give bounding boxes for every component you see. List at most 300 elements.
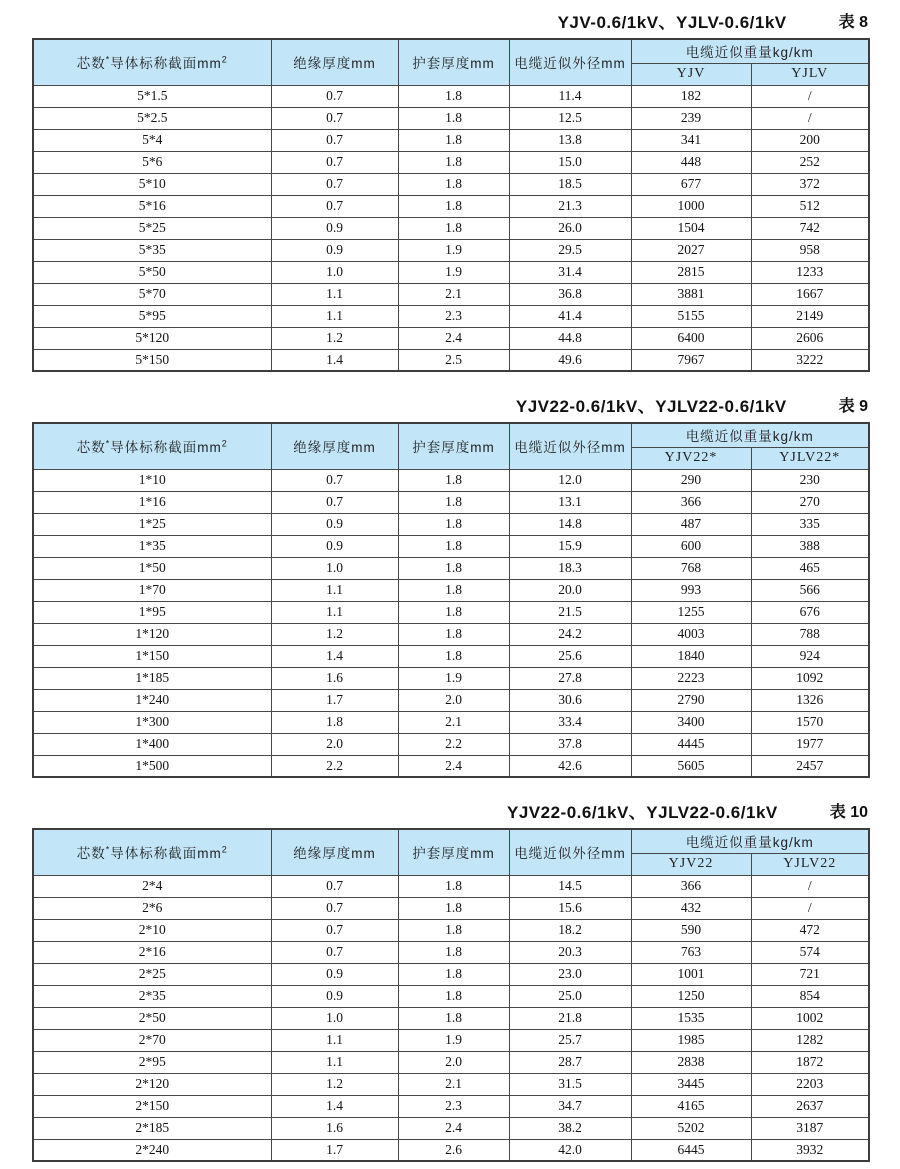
cell-sheath-thickness: 1.8 — [398, 875, 509, 897]
cell-core-spec: 5*10 — [33, 173, 271, 195]
core-header-main: 导体标称截面mm — [110, 56, 222, 72]
cell-insulation-thickness: 0.9 — [271, 239, 398, 261]
cell-outer-diameter: 31.4 — [509, 261, 631, 283]
cell-insulation-thickness: 1.0 — [271, 261, 398, 283]
cell-sheath-thickness: 1.8 — [398, 535, 509, 557]
cell-core-spec: 1*50 — [33, 557, 271, 579]
cell-sheath-thickness: 1.8 — [398, 195, 509, 217]
cell-outer-diameter: 26.0 — [509, 217, 631, 239]
table-header — [33, 39, 869, 85]
cell-weight-1: 290 — [631, 469, 751, 491]
cell-weight-2: 788 — [751, 623, 869, 645]
cell-insulation-thickness: 0.7 — [271, 897, 398, 919]
cell-outer-diameter: 38.2 — [509, 1117, 631, 1139]
cell-weight-1: 4445 — [631, 733, 751, 755]
cell-outer-diameter: 34.7 — [509, 1095, 631, 1117]
table-row — [33, 1117, 869, 1139]
col-header-core-spec — [33, 829, 271, 875]
cell-insulation-thickness: 0.7 — [271, 173, 398, 195]
cell-outer-diameter: 14.8 — [509, 513, 631, 535]
section-title — [32, 8, 868, 32]
cell-sheath-thickness: 1.8 — [398, 491, 509, 513]
cell-core-spec: 1*25 — [33, 513, 271, 535]
cell-insulation-thickness: 1.1 — [271, 305, 398, 327]
table-body — [33, 875, 869, 1161]
cell-weight-2: 1282 — [751, 1029, 869, 1051]
cell-weight-1: 768 — [631, 557, 751, 579]
cell-weight-2: 2457 — [751, 755, 869, 777]
cell-outer-diameter: 28.7 — [509, 1051, 631, 1073]
cell-sheath-thickness: 2.1 — [398, 711, 509, 733]
cell-weight-1: 1250 — [631, 985, 751, 1007]
cell-core-spec: 2*35 — [33, 985, 271, 1007]
table-row — [33, 129, 869, 151]
cell-core-spec: 2*150 — [33, 1095, 271, 1117]
cell-core-spec: 2*25 — [33, 963, 271, 985]
cell-sheath-thickness: 2.0 — [398, 1051, 509, 1073]
cell-weight-1: 600 — [631, 535, 751, 557]
section-table-8 — [32, 8, 868, 372]
cell-weight-1: 6445 — [631, 1139, 751, 1161]
cell-sheath-thickness: 2.4 — [398, 1117, 509, 1139]
table-row — [33, 623, 869, 645]
cell-core-spec: 1*95 — [33, 601, 271, 623]
cell-sheath-thickness: 1.8 — [398, 129, 509, 151]
table-number: 表 8 — [838, 13, 868, 31]
cell-core-spec: 5*16 — [33, 195, 271, 217]
table-row — [33, 755, 869, 777]
cell-outer-diameter: 18.3 — [509, 557, 631, 579]
cell-core-spec: 5*4 — [33, 129, 271, 151]
table-row — [33, 733, 869, 755]
cell-outer-diameter: 20.3 — [509, 941, 631, 963]
table-row — [33, 195, 869, 217]
cell-weight-2: 200 — [751, 129, 869, 151]
cell-sheath-thickness: 1.8 — [398, 601, 509, 623]
cell-outer-diameter: 20.0 — [509, 579, 631, 601]
table-row — [33, 217, 869, 239]
cell-insulation-thickness: 0.7 — [271, 151, 398, 173]
cell-weight-2: 2203 — [751, 1073, 869, 1095]
cell-weight-2: 252 — [751, 151, 869, 173]
cell-insulation-thickness: 0.7 — [271, 129, 398, 151]
table-row — [33, 283, 869, 305]
cell-weight-1: 182 — [631, 85, 751, 107]
col-header-weight-yjlv22: YJLV22 — [751, 853, 869, 875]
cell-outer-diameter: 21.5 — [509, 601, 631, 623]
cell-core-spec: 2*120 — [33, 1073, 271, 1095]
cell-weight-1: 2223 — [631, 667, 751, 689]
cell-sheath-thickness: 1.8 — [398, 513, 509, 535]
table-row — [33, 469, 869, 491]
cell-weight-2: / — [751, 85, 869, 107]
cell-weight-2: 2606 — [751, 327, 869, 349]
table-row — [33, 601, 869, 623]
cell-core-spec: 2*50 — [33, 1007, 271, 1029]
cell-weight-2: 958 — [751, 239, 869, 261]
cell-insulation-thickness: 0.9 — [271, 217, 398, 239]
cell-weight-2: / — [751, 875, 869, 897]
table-row — [33, 349, 869, 371]
cell-core-spec: 5*25 — [33, 217, 271, 239]
cell-core-spec: 5*2.5 — [33, 107, 271, 129]
cell-insulation-thickness: 1.6 — [271, 1117, 398, 1139]
col-header-weight-yjv22: YJV22 — [631, 853, 751, 875]
cell-insulation-thickness: 1.1 — [271, 579, 398, 601]
table-row — [33, 1051, 869, 1073]
cell-sheath-thickness: 1.8 — [398, 469, 509, 491]
cell-sheath-thickness: 1.8 — [398, 919, 509, 941]
cell-sheath-thickness: 1.9 — [398, 261, 509, 283]
cell-outer-diameter: 18.2 — [509, 919, 631, 941]
cell-weight-2: 1092 — [751, 667, 869, 689]
cell-weight-1: 366 — [631, 875, 751, 897]
cell-weight-1: 5605 — [631, 755, 751, 777]
col-header-weight-yjv22: YJV22* — [631, 447, 751, 469]
cell-sheath-thickness: 2.4 — [398, 755, 509, 777]
cell-outer-diameter: 23.0 — [509, 963, 631, 985]
table-row — [33, 239, 869, 261]
table-row — [33, 491, 869, 513]
cell-outer-diameter: 15.6 — [509, 897, 631, 919]
cell-insulation-thickness: 0.9 — [271, 513, 398, 535]
table-header — [33, 423, 869, 469]
cell-weight-1: 2838 — [631, 1051, 751, 1073]
cell-weight-2: 1667 — [751, 283, 869, 305]
table-row — [33, 1029, 869, 1051]
cell-core-spec: 1*120 — [33, 623, 271, 645]
col-header-weight-group: 电缆近似重量kg/km — [631, 423, 869, 447]
cell-sheath-thickness: 1.8 — [398, 985, 509, 1007]
cell-weight-1: 3881 — [631, 283, 751, 305]
cell-insulation-thickness: 1.4 — [271, 349, 398, 371]
core-header-sup: 2 — [221, 54, 228, 65]
cell-core-spec: 1*185 — [33, 667, 271, 689]
cell-weight-1: 448 — [631, 151, 751, 173]
cell-outer-diameter: 30.6 — [509, 689, 631, 711]
cell-outer-diameter: 14.5 — [509, 875, 631, 897]
cell-weight-2: 230 — [751, 469, 869, 491]
cell-outer-diameter: 21.8 — [509, 1007, 631, 1029]
cell-core-spec: 5*150 — [33, 349, 271, 371]
cell-core-spec: 5*95 — [33, 305, 271, 327]
cell-sheath-thickness: 1.8 — [398, 623, 509, 645]
cell-outer-diameter: 12.0 — [509, 469, 631, 491]
col-header-weight-group: 电缆近似重量kg/km — [631, 39, 869, 63]
cell-outer-diameter: 42.0 — [509, 1139, 631, 1161]
table-row — [33, 305, 869, 327]
cell-weight-2: 335 — [751, 513, 869, 535]
cell-weight-1: 366 — [631, 491, 751, 513]
cell-outer-diameter: 41.4 — [509, 305, 631, 327]
cell-insulation-thickness: 1.1 — [271, 283, 398, 305]
cell-weight-2: 512 — [751, 195, 869, 217]
core-header-prefix: 芯数 — [76, 56, 106, 72]
core-header-main: 导体标称截面mm — [110, 846, 222, 862]
core-header-prefix: 芯数 — [76, 440, 106, 456]
table-row — [33, 875, 869, 897]
table-row — [33, 107, 869, 129]
cell-insulation-thickness: 0.9 — [271, 985, 398, 1007]
cell-sheath-thickness: 2.0 — [398, 689, 509, 711]
table-row — [33, 985, 869, 1007]
table-row — [33, 557, 869, 579]
cell-insulation-thickness: 1.1 — [271, 601, 398, 623]
table-title: YJV22-0.6/1kV、YJLV22-0.6/1kV — [507, 802, 778, 822]
cell-core-spec: 5*35 — [33, 239, 271, 261]
cell-core-spec: 1*70 — [33, 579, 271, 601]
col-header-weight-group: 电缆近似重量kg/km — [631, 829, 869, 853]
table-row — [33, 261, 869, 283]
cell-insulation-thickness: 0.7 — [271, 469, 398, 491]
table-row — [33, 513, 869, 535]
core-header-main: 导体标称截面mm — [110, 440, 222, 456]
cell-outer-diameter: 12.5 — [509, 107, 631, 129]
cell-outer-diameter: 25.0 — [509, 985, 631, 1007]
cell-weight-1: 2790 — [631, 689, 751, 711]
cell-sheath-thickness: 1.8 — [398, 107, 509, 129]
cell-insulation-thickness: 0.7 — [271, 195, 398, 217]
cell-core-spec: 2*185 — [33, 1117, 271, 1139]
cell-weight-1: 1535 — [631, 1007, 751, 1029]
cell-weight-1: 4165 — [631, 1095, 751, 1117]
cell-insulation-thickness: 0.7 — [271, 919, 398, 941]
cell-weight-1: 1001 — [631, 963, 751, 985]
cell-insulation-thickness: 0.7 — [271, 491, 398, 513]
cell-outer-diameter: 24.2 — [509, 623, 631, 645]
cell-sheath-thickness: 1.8 — [398, 1007, 509, 1029]
cell-sheath-thickness: 2.1 — [398, 1073, 509, 1095]
cell-outer-diameter: 13.1 — [509, 491, 631, 513]
cell-sheath-thickness: 1.8 — [398, 173, 509, 195]
cell-core-spec: 5*1.5 — [33, 85, 271, 107]
cell-weight-2: 566 — [751, 579, 869, 601]
cell-weight-2: 1002 — [751, 1007, 869, 1029]
cell-core-spec: 2*6 — [33, 897, 271, 919]
cell-outer-diameter: 15.0 — [509, 151, 631, 173]
cell-insulation-thickness: 1.0 — [271, 1007, 398, 1029]
cell-outer-diameter: 31.5 — [509, 1073, 631, 1095]
cell-sheath-thickness: 2.3 — [398, 1095, 509, 1117]
cell-weight-2: 742 — [751, 217, 869, 239]
cell-weight-1: 341 — [631, 129, 751, 151]
col-header-insulation: 绝缘厚度mm — [271, 423, 398, 469]
cell-insulation-thickness: 1.2 — [271, 1073, 398, 1095]
cell-sheath-thickness: 2.6 — [398, 1139, 509, 1161]
col-header-core-spec — [33, 423, 271, 469]
cell-core-spec: 1*150 — [33, 645, 271, 667]
cell-sheath-thickness: 1.8 — [398, 579, 509, 601]
cell-weight-1: 763 — [631, 941, 751, 963]
cell-outer-diameter: 44.8 — [509, 327, 631, 349]
cell-weight-1: 1000 — [631, 195, 751, 217]
cell-weight-2: 372 — [751, 173, 869, 195]
cell-weight-1: 3400 — [631, 711, 751, 733]
core-header-sup: 2 — [221, 438, 228, 449]
cell-core-spec: 2*10 — [33, 919, 271, 941]
col-header-insulation: 绝缘厚度mm — [271, 829, 398, 875]
cell-weight-1: 677 — [631, 173, 751, 195]
cell-weight-2: / — [751, 897, 869, 919]
cell-weight-1: 239 — [631, 107, 751, 129]
cell-outer-diameter: 18.5 — [509, 173, 631, 195]
cell-weight-1: 487 — [631, 513, 751, 535]
cell-outer-diameter: 25.7 — [509, 1029, 631, 1051]
table-row — [33, 535, 869, 557]
spec-table-10 — [32, 828, 870, 1162]
cell-weight-1: 1985 — [631, 1029, 751, 1051]
cell-insulation-thickness: 0.9 — [271, 963, 398, 985]
table-body — [33, 469, 869, 777]
table-title: YJV22-0.6/1kV、YJLV22-0.6/1kV — [515, 396, 787, 416]
cell-weight-1: 993 — [631, 579, 751, 601]
cell-weight-2: 388 — [751, 535, 869, 557]
cell-insulation-thickness: 1.4 — [271, 1095, 398, 1117]
cell-outer-diameter: 21.3 — [509, 195, 631, 217]
cell-weight-1: 1255 — [631, 601, 751, 623]
table-row — [33, 963, 869, 985]
cell-outer-diameter: 29.5 — [509, 239, 631, 261]
table-row — [33, 1139, 869, 1161]
cell-weight-2: 1570 — [751, 711, 869, 733]
cell-weight-2: 472 — [751, 919, 869, 941]
cell-outer-diameter: 33.4 — [509, 711, 631, 733]
cell-sheath-thickness: 1.8 — [398, 151, 509, 173]
col-header-insulation: 绝缘厚度mm — [271, 39, 398, 85]
section-title — [32, 392, 868, 416]
cell-insulation-thickness: 1.4 — [271, 645, 398, 667]
col-header-weight-yjv: YJV — [631, 63, 751, 85]
col-header-sheath: 护套厚度mm — [398, 829, 509, 875]
table-row — [33, 151, 869, 173]
core-header-prefix: 芯数 — [76, 846, 106, 862]
cell-core-spec: 2*16 — [33, 941, 271, 963]
table-row — [33, 327, 869, 349]
col-header-diameter: 电缆近似外径mm — [509, 423, 631, 469]
cell-insulation-thickness: 1.0 — [271, 557, 398, 579]
cell-insulation-thickness: 0.7 — [271, 85, 398, 107]
cell-sheath-thickness: 2.3 — [398, 305, 509, 327]
cell-sheath-thickness: 2.2 — [398, 733, 509, 755]
cell-weight-1: 1840 — [631, 645, 751, 667]
spec-table-9 — [32, 422, 870, 778]
section-title — [32, 798, 868, 822]
cell-insulation-thickness: 1.6 — [271, 667, 398, 689]
col-header-sheath: 护套厚度mm — [398, 39, 509, 85]
table-row — [33, 667, 869, 689]
cell-weight-2: 1977 — [751, 733, 869, 755]
spec-table-8 — [32, 38, 870, 372]
cell-weight-1: 3445 — [631, 1073, 751, 1095]
cell-core-spec: 5*70 — [33, 283, 271, 305]
table-body — [33, 85, 869, 371]
cell-insulation-thickness: 0.7 — [271, 875, 398, 897]
table-row — [33, 645, 869, 667]
cell-sheath-thickness: 1.8 — [398, 645, 509, 667]
cell-insulation-thickness: 1.2 — [271, 623, 398, 645]
cell-weight-2: 270 — [751, 491, 869, 513]
cell-weight-2: 1233 — [751, 261, 869, 283]
cell-weight-2: 676 — [751, 601, 869, 623]
cell-weight-2: 3932 — [751, 1139, 869, 1161]
cell-weight-1: 432 — [631, 897, 751, 919]
col-header-diameter: 电缆近似外径mm — [509, 829, 631, 875]
table-row — [33, 1007, 869, 1029]
cell-outer-diameter: 37.8 — [509, 733, 631, 755]
col-header-core-spec — [33, 39, 271, 85]
cell-core-spec: 1*10 — [33, 469, 271, 491]
core-header-star: * — [105, 54, 111, 65]
col-header-sheath: 护套厚度mm — [398, 423, 509, 469]
cell-insulation-thickness: 1.8 — [271, 711, 398, 733]
cell-core-spec: 5*120 — [33, 327, 271, 349]
cell-weight-1: 7967 — [631, 349, 751, 371]
cell-sheath-thickness: 1.9 — [398, 239, 509, 261]
core-header-star: * — [105, 438, 111, 449]
cell-core-spec: 1*400 — [33, 733, 271, 755]
section-table-10 — [32, 798, 868, 1162]
table-title: YJV-0.6/1kV、YJLV-0.6/1kV — [557, 12, 787, 32]
cell-sheath-thickness: 1.8 — [398, 85, 509, 107]
cell-weight-2: 465 — [751, 557, 869, 579]
table-row — [33, 941, 869, 963]
table-row — [33, 919, 869, 941]
cell-weight-2: 924 — [751, 645, 869, 667]
cell-outer-diameter: 13.8 — [509, 129, 631, 151]
cell-weight-2: 3187 — [751, 1117, 869, 1139]
cell-insulation-thickness: 1.2 — [271, 327, 398, 349]
cell-sheath-thickness: 2.1 — [398, 283, 509, 305]
cell-insulation-thickness: 2.2 — [271, 755, 398, 777]
cell-core-spec: 5*6 — [33, 151, 271, 173]
cell-core-spec: 1*240 — [33, 689, 271, 711]
cell-insulation-thickness: 1.1 — [271, 1029, 398, 1051]
cell-outer-diameter: 11.4 — [509, 85, 631, 107]
table-header — [33, 829, 869, 875]
cell-sheath-thickness: 1.8 — [398, 217, 509, 239]
section-table-9 — [32, 392, 868, 778]
cell-weight-2: 2149 — [751, 305, 869, 327]
cell-weight-1: 2027 — [631, 239, 751, 261]
cell-core-spec: 1*35 — [33, 535, 271, 557]
cell-sheath-thickness: 1.9 — [398, 667, 509, 689]
cell-weight-1: 5155 — [631, 305, 751, 327]
col-header-diameter: 电缆近似外径mm — [509, 39, 631, 85]
core-header-star: * — [105, 844, 111, 855]
cell-weight-1: 5202 — [631, 1117, 751, 1139]
cell-core-spec: 2*95 — [33, 1051, 271, 1073]
cell-outer-diameter: 49.6 — [509, 349, 631, 371]
cell-outer-diameter: 27.8 — [509, 667, 631, 689]
cell-weight-2: 3222 — [751, 349, 869, 371]
col-header-weight-yjlv: YJLV — [751, 63, 869, 85]
cell-outer-diameter: 36.8 — [509, 283, 631, 305]
table-row — [33, 689, 869, 711]
core-header-sup: 2 — [221, 844, 228, 855]
cell-weight-1: 1504 — [631, 217, 751, 239]
cell-core-spec: 5*50 — [33, 261, 271, 283]
cell-outer-diameter: 42.6 — [509, 755, 631, 777]
table-row — [33, 173, 869, 195]
cell-insulation-thickness: 0.7 — [271, 107, 398, 129]
table-row — [33, 1073, 869, 1095]
cell-sheath-thickness: 1.8 — [398, 963, 509, 985]
table-row — [33, 897, 869, 919]
cell-weight-2: 1872 — [751, 1051, 869, 1073]
cell-core-spec: 2*70 — [33, 1029, 271, 1051]
table-row — [33, 711, 869, 733]
cell-insulation-thickness: 1.7 — [271, 689, 398, 711]
